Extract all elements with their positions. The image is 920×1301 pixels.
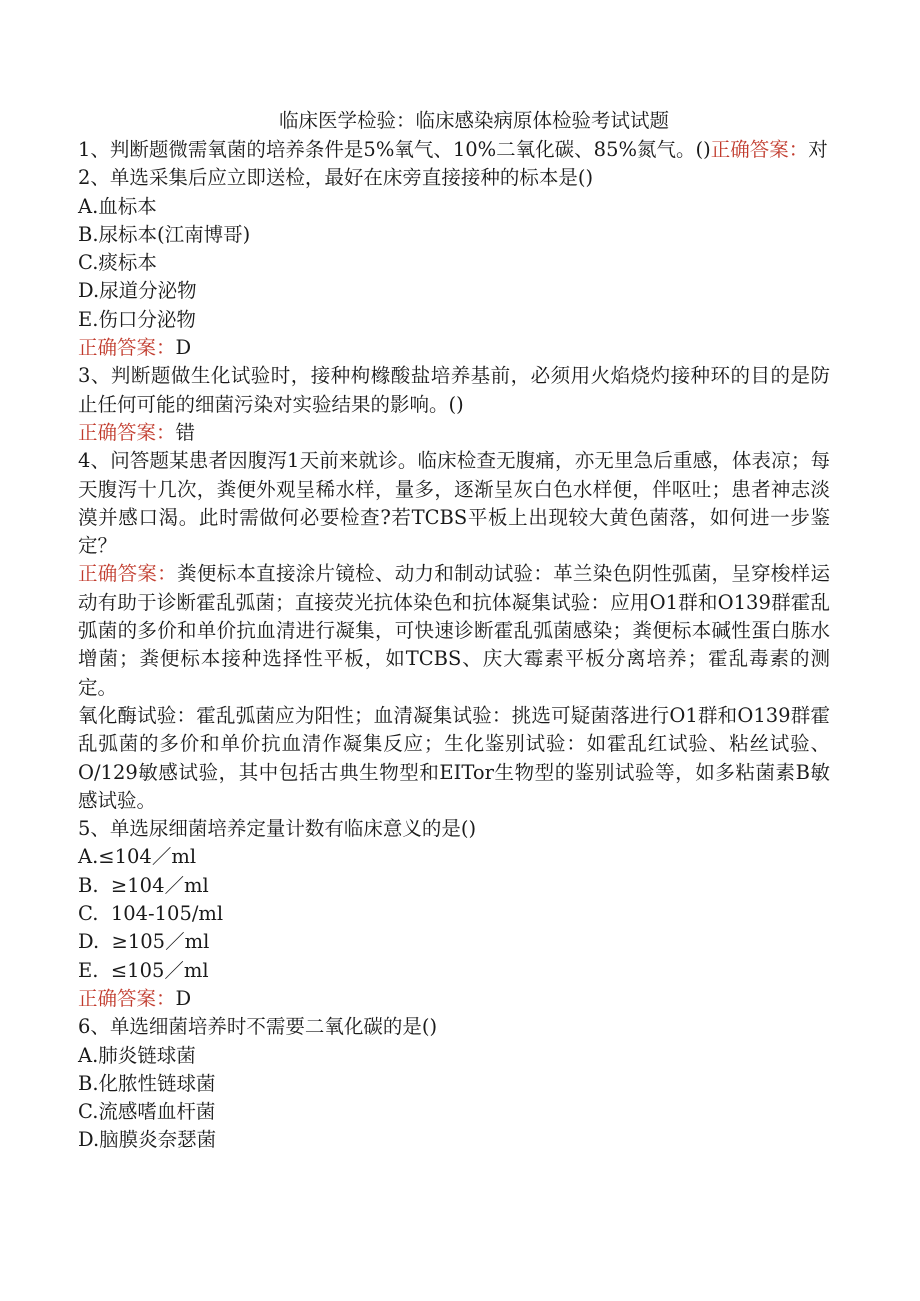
question-2-option-c: C.痰标本 bbox=[78, 251, 157, 275]
question-5-option-d: D. ≥105／ml bbox=[78, 930, 210, 954]
question-1 bbox=[78, 136, 830, 164]
question-1-text: 1、判断题微需氧菌的培养条件是5%氧气、10%二氧化碳、85%氮气。() bbox=[78, 138, 711, 161]
question-3-text: 3、判断题做生化试验时，接种枸橼酸盐培养基前，必须用火焰烧灼接种环的目的是防止任何可能的细菌污染对实验结果的影响。() bbox=[78, 364, 830, 416]
question-2-option-a: A.血标本 bbox=[78, 194, 157, 218]
question-2-answer: D bbox=[175, 336, 192, 360]
question-4-answer-line bbox=[78, 560, 830, 701]
question-5-answer: D bbox=[175, 986, 192, 1010]
question-2-text: 2、单选采集后应立即送检，最好在床旁直接接种的标本是() bbox=[78, 166, 594, 190]
question-6-option-c: C.流感嗜血杆菌 bbox=[78, 1100, 216, 1124]
question-6-text: 6、单选细菌培养时不需要二氧化碳的是() bbox=[78, 1015, 438, 1039]
question-6-option-d: D.脑膜炎奈瑟菌 bbox=[78, 1128, 217, 1152]
question-4-answer-continued: 氧化酶试验：霍乱弧菌应为阳性；血清凝集试验：挑选可疑菌落进行O1群和O139群霍乱弧菌的多价和单价抗血清作凝集反应；生化鉴别试验：如霍乱红试验、粘丝试验、O/129敏感试验，其中包括古典生物型和EITor生物型的鉴别试验等，如多粘菌素B敏感试验。 bbox=[78, 703, 830, 812]
question-2-answer-line bbox=[78, 334, 830, 362]
question-4-answer: 粪便标本直接涂片镜检、动力和制动试验：革兰染色阴性弧菌，呈穿梭样运动有助于诊断霍乱弧菌；直接荧光抗体染色和抗体凝集试验：应用O1群和O139群霍乱弧菌的多价和单价抗血清进行凝集，可快速诊断霍乱弧菌感染；粪便标本碱性蛋白胨水增菌；粪便标本接种选择性平板，如TCBS、庆大霉素平板分离培养；霍乱毒素的测定。 bbox=[78, 562, 830, 699]
question-5-option-a: A.≤104／ml bbox=[78, 845, 197, 869]
question-3-answer-line bbox=[78, 419, 830, 447]
question-2-answer-label: 正确答案： bbox=[78, 336, 176, 360]
question-5-option-e: E. ≤105／ml bbox=[78, 958, 209, 982]
question-5-answer-line bbox=[78, 985, 830, 1013]
question-5-answer-label: 正确答案： bbox=[78, 986, 176, 1010]
question-5-option-c: C. 104-105/ml bbox=[78, 902, 224, 926]
document-page bbox=[78, 106, 830, 1155]
question-2-option-d: D.尿道分泌物 bbox=[78, 279, 197, 303]
document-title: 临床医学检验：临床感染病原体检验考试试题 bbox=[278, 109, 669, 132]
question-1-answer-label: 正确答案： bbox=[710, 138, 809, 161]
question-1-answer: 对 bbox=[808, 138, 828, 161]
question-4-answer-label: 正确答案： bbox=[78, 562, 177, 586]
question-4-text: 4、问答题某患者因腹泻1天前来就诊。临床检查无腹痛，亦无里急后重感，体表凉；每天腹泻十几次，粪便外观呈稀水样，量多，逐渐呈灰白色水样便，伴呕吐；患者神志淡漠并感口渴。此时需做何必要检查?若TCBS平板上出现较大黄色菌落，如何进一步鉴定？ bbox=[78, 449, 830, 558]
question-6-option-b: B.化脓性链球菌 bbox=[78, 1071, 216, 1095]
question-3-answer: 错 bbox=[175, 420, 196, 444]
question-6-option-a: A.肺炎链球菌 bbox=[78, 1043, 196, 1067]
question-5-text: 5、单选尿细菌培养定量计数有临床意义的是() bbox=[78, 817, 477, 841]
question-2-option-e: E.伤口分泌物 bbox=[78, 307, 196, 331]
question-2-option-b: B.尿标本(江南博哥) bbox=[78, 222, 251, 246]
question-3-answer-label: 正确答案： bbox=[78, 420, 176, 444]
question-5-option-b: B. ≥104／ml bbox=[78, 873, 209, 897]
